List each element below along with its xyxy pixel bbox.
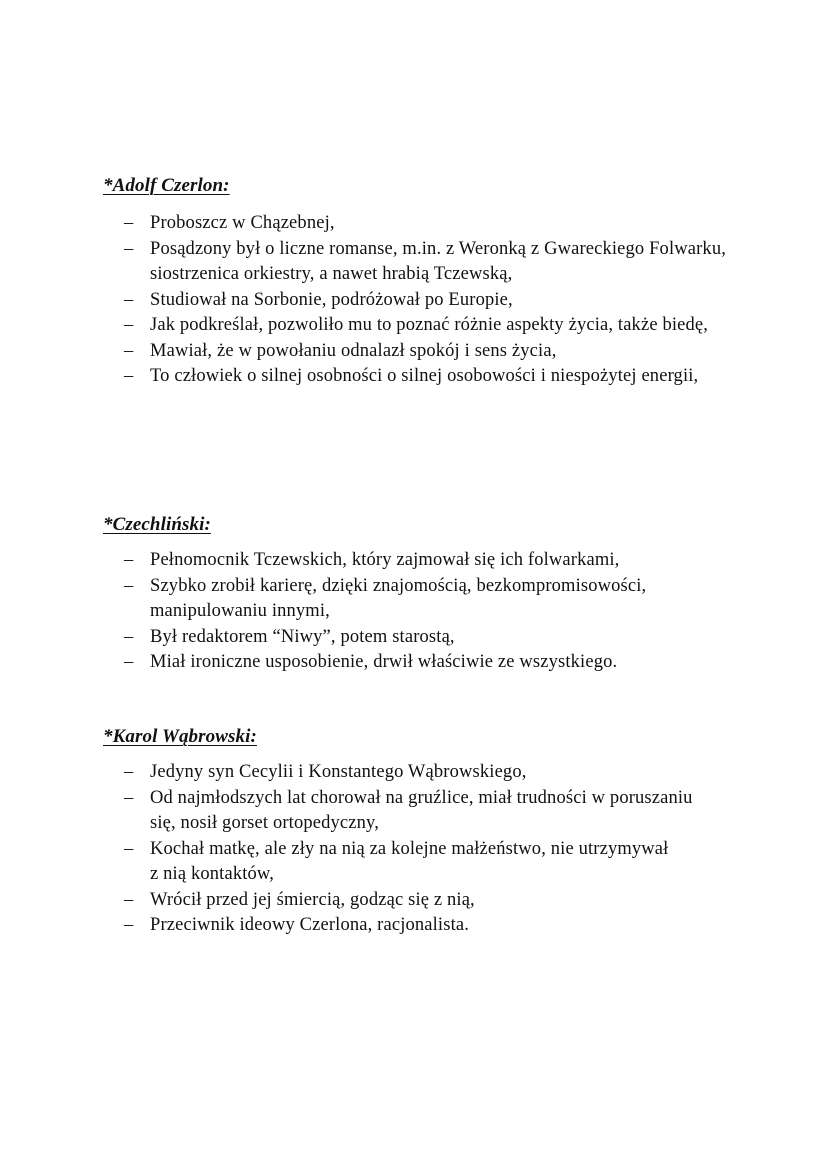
list-item (0, 288, 740, 314)
dash-bullet: – (124, 762, 134, 782)
dash-bullet: – (124, 340, 134, 361)
bullet-list (0, 548, 740, 676)
list-item-text: Mawiał, że w powołaniu odnalazł spokój i sens życia, (150, 340, 557, 361)
list-item (0, 364, 715, 390)
list-item (0, 211, 740, 237)
section-heading: *Czechliński: (103, 514, 211, 535)
dash-bullet: – (124, 213, 134, 233)
dash-bullet: – (124, 289, 134, 310)
list-item-text: To człowiek o silnej osobności o silnej osobowości i niespożytej energii, (150, 366, 699, 386)
list-item-text: Proboszcz w Chązebnej, (150, 213, 335, 233)
dash-bullet: – (124, 652, 134, 672)
list-item (0, 237, 730, 288)
list-item-text: Posądzony był o liczne romanse, m.in. z Weronką z Gwareckiego Folwarku, siostrzenica orkiestry, a nawet hrabią Tczewską, (150, 238, 726, 284)
list-item (0, 548, 740, 574)
list-item (0, 888, 740, 914)
list-item-text: Kochał matkę, ale zły na nią za kolejne małżeństwo, nie utrzymywał z nią kontaktów, (150, 838, 669, 884)
list-item (0, 313, 720, 339)
list-item-text: Był redaktorem “Niwy”, potem starostą, (150, 626, 455, 647)
list-item-text: Jak podkreślał, pozwoliło mu to poznać różnie aspekty życia, także biedę, (150, 315, 709, 335)
list-item-text: Studiował na Sorbonie, podróżował po Europie, (150, 289, 513, 310)
list-item (0, 786, 720, 837)
list-item-text: Od najmłodszych lat chorował na gruźlice, miał trudności w poruszaniu się, nosił gorset ortopedyczny, (150, 787, 693, 833)
dash-bullet: – (124, 889, 134, 910)
list-item (0, 837, 670, 888)
dash-bullet: – (124, 315, 134, 335)
list-item (0, 650, 740, 676)
dash-bullet: – (124, 787, 134, 808)
list-item-text: Przeciwnik ideowy Czerlona, racjonalista. (150, 915, 469, 935)
list-item (0, 339, 740, 365)
dash-bullet: – (124, 550, 134, 570)
list-item-text: Jedyny syn Cecylii i Konstantego Wąbrowskiego, (150, 762, 527, 782)
dash-bullet: – (124, 838, 134, 859)
list-item-text: Miał ironiczne usposobienie, drwił właściwie ze wszystkiego. (150, 652, 618, 672)
dash-bullet: – (124, 915, 134, 935)
bullet-list (0, 760, 740, 939)
dash-bullet: – (124, 575, 134, 596)
list-item (0, 913, 740, 939)
list-item (0, 625, 740, 651)
section-heading: *Adolf Czerlon: (103, 175, 230, 196)
list-item-text: Wrócił przed jej śmiercią, godząc się z nią, (150, 889, 475, 910)
list-item (0, 574, 730, 625)
list-item (0, 760, 740, 786)
dash-bullet: – (124, 366, 134, 386)
bullet-list (0, 211, 740, 390)
dash-bullet: – (124, 626, 134, 647)
section-heading: *Karol Wąbrowski: (103, 726, 257, 747)
list-item-text: Pełnomocnik Tczewskich, który zajmował się ich folwarkami, (150, 550, 620, 570)
dash-bullet: – (124, 238, 134, 259)
list-item-text: Szybko zrobił karierę, dzięki znajomością, bezkompromisowości, manipulowaniu innymi, (150, 575, 647, 621)
